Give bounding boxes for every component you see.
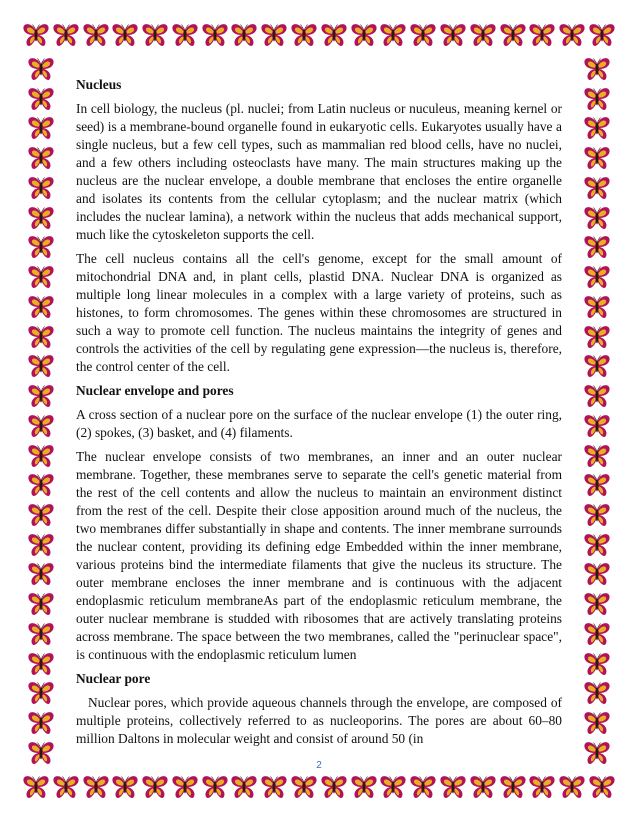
butterfly-icon bbox=[27, 115, 55, 141]
butterfly-icon bbox=[558, 774, 586, 800]
butterfly-icon bbox=[583, 621, 611, 647]
butterfly-icon bbox=[27, 710, 55, 736]
butterfly-icon bbox=[52, 22, 80, 48]
butterfly-icon bbox=[583, 205, 611, 231]
butterfly-icon bbox=[290, 774, 318, 800]
butterfly-icon bbox=[27, 502, 55, 528]
document-body bbox=[76, 76, 562, 754]
envelope-paragraph-1: A cross section of a nuclear pore on the surface of the nuclear envelope (1) the outer ring, (2) spokes, (3) basket, and (4) filaments. bbox=[76, 407, 562, 440]
butterfly-icon bbox=[379, 774, 407, 800]
butterfly-icon bbox=[230, 22, 258, 48]
butterfly-icon bbox=[27, 56, 55, 82]
butterfly-icon bbox=[27, 234, 55, 260]
page-number: 2 bbox=[316, 760, 322, 771]
butterfly-icon bbox=[52, 774, 80, 800]
butterfly-icon bbox=[379, 22, 407, 48]
pore-paragraph-1: Nuclear pores, which provide aqueous channels through the envelope, are composed of multiple proteins, collectively referred to as nucleoporins. The pores are about 60–80 million Daltons in molecular weight and consist of around 50 (in bbox=[76, 695, 562, 746]
butterfly-icon bbox=[22, 774, 50, 800]
butterfly-icon bbox=[171, 774, 199, 800]
butterfly-icon bbox=[583, 115, 611, 141]
butterfly-icon bbox=[27, 175, 55, 201]
butterfly-icon bbox=[583, 651, 611, 677]
butterfly-icon bbox=[583, 353, 611, 379]
butterfly-icon bbox=[588, 22, 616, 48]
butterfly-icon bbox=[583, 413, 611, 439]
envelope-paragraph-2: The nuclear envelope consists of two membranes, an inner and an outer nuclear membrane. Together, these membranes serve to separate the cell's genetic material from the rest of the cell contents and allow the nucleus to maintain an environment distinct from the rest of the cell. Despite their close apposition around much of the nucleus, the two membranes differ substantially in shape and contents. The inner membrane surrounds the nuclear content, providing its defining edge Embedded within the inner membrane, various proteins bind the intermediate filaments that give the nucleus its structure. The outer membrane encloses the inner membrane and is continuous with the adjacent endoplasmic reticulum membraneAs part of the endoplasmic reticulum membrane, the outer nuclear membrane is studded with ribosomes that are actively translating proteins across membrane. The space between the two membranes, called the "perinuclear space", is continuous with the endoplasmic reticulum lumen bbox=[76, 449, 562, 662]
butterfly-icon bbox=[558, 22, 586, 48]
butterfly-icon bbox=[409, 774, 437, 800]
butterfly-icon bbox=[583, 591, 611, 617]
butterfly-icon bbox=[583, 264, 611, 290]
butterfly-icon bbox=[350, 774, 378, 800]
butterfly-icon bbox=[27, 651, 55, 677]
butterfly-icon bbox=[27, 264, 55, 290]
butterfly-icon bbox=[499, 774, 527, 800]
butterfly-icon bbox=[27, 472, 55, 498]
butterfly-icon bbox=[27, 294, 55, 320]
nucleus-paragraph-2: The cell nucleus contains all the cell's genome, except for the small amount of mitochondrial DNA and, in plant cells, plastid DNA. Nuclear DNA is organized as multiple long linear molecules in a complex with a large variety of proteins, such as histones, to form chromosomes. The genes within these chromosomes are structured in such a way to promote cell function. The nucleus maintains the integrity of genes and controls the activities of the cell by regulating gene expression—the nucleus is, therefore, the control center of the cell. bbox=[76, 251, 562, 374]
butterfly-icon bbox=[27, 353, 55, 379]
section-heading-nuclear-envelope: Nuclear envelope and pores bbox=[76, 383, 234, 398]
butterfly-icon bbox=[171, 22, 199, 48]
butterfly-icon bbox=[27, 86, 55, 112]
butterfly-icon bbox=[350, 22, 378, 48]
butterfly-icon bbox=[583, 532, 611, 558]
butterfly-icon bbox=[583, 175, 611, 201]
section-heading-nucleus: Nucleus bbox=[76, 77, 122, 92]
butterfly-icon bbox=[320, 774, 348, 800]
butterfly-icon bbox=[201, 774, 229, 800]
butterfly-icon bbox=[111, 774, 139, 800]
butterfly-icon bbox=[27, 680, 55, 706]
butterfly-icon bbox=[141, 22, 169, 48]
butterfly-icon bbox=[27, 145, 55, 171]
butterfly-icon bbox=[499, 22, 527, 48]
butterfly-icon bbox=[583, 56, 611, 82]
butterfly-icon bbox=[201, 22, 229, 48]
butterfly-icon bbox=[230, 774, 258, 800]
butterfly-icon bbox=[583, 502, 611, 528]
butterfly-icon bbox=[583, 472, 611, 498]
butterfly-icon bbox=[528, 22, 556, 48]
butterfly-icon bbox=[583, 145, 611, 171]
butterfly-icon bbox=[141, 774, 169, 800]
butterfly-icon bbox=[583, 86, 611, 112]
butterfly-icon bbox=[27, 205, 55, 231]
butterfly-icon bbox=[22, 22, 50, 48]
butterfly-icon bbox=[439, 774, 467, 800]
butterfly-icon bbox=[469, 774, 497, 800]
butterfly-icon bbox=[82, 22, 110, 48]
butterfly-icon bbox=[27, 561, 55, 587]
butterfly-icon bbox=[583, 294, 611, 320]
right-butterfly-border bbox=[582, 56, 612, 766]
butterfly-icon bbox=[82, 774, 110, 800]
butterfly-icon bbox=[27, 532, 55, 558]
left-butterfly-border bbox=[26, 56, 56, 766]
butterfly-icon bbox=[583, 383, 611, 409]
section-heading-nuclear-pore: Nuclear pore bbox=[76, 671, 151, 686]
butterfly-icon bbox=[27, 591, 55, 617]
butterfly-icon bbox=[469, 22, 497, 48]
butterfly-icon bbox=[588, 774, 616, 800]
butterfly-icon bbox=[260, 774, 288, 800]
butterfly-icon bbox=[583, 680, 611, 706]
butterfly-icon bbox=[583, 710, 611, 736]
butterfly-icon bbox=[439, 22, 467, 48]
butterfly-icon bbox=[111, 22, 139, 48]
butterfly-icon bbox=[320, 22, 348, 48]
butterfly-icon bbox=[583, 324, 611, 350]
bottom-butterfly-border bbox=[22, 772, 616, 802]
butterfly-icon bbox=[290, 22, 318, 48]
nucleus-paragraph-1: In cell biology, the nucleus (pl. nuclei; from Latin nucleus or nuculeus, meaning kernel or seed) is a membrane-bound organelle found in eukaryotic cells. Eukaryotes usually have a single nucleus, but a few cell types, such as mammalian red blood cells, have no nuclei, and a few others including osteoclasts have many. The main structures making up the nucleus are the nuclear envelope, a double membrane that encloses the entire organelle and isolates its contents from the cellular cytoplasm; and the nuclear matrix (which includes the nuclear lamina), a network within the nucleus that adds mechanical support, much like the cytoskeleton supports the cell. bbox=[76, 101, 562, 242]
butterfly-icon bbox=[260, 22, 288, 48]
butterfly-icon bbox=[27, 621, 55, 647]
butterfly-icon bbox=[27, 443, 55, 469]
butterfly-icon bbox=[27, 413, 55, 439]
butterfly-icon bbox=[583, 561, 611, 587]
butterfly-icon bbox=[27, 383, 55, 409]
butterfly-icon bbox=[409, 22, 437, 48]
top-butterfly-border bbox=[22, 20, 616, 50]
butterfly-icon bbox=[583, 234, 611, 260]
butterfly-icon bbox=[583, 443, 611, 469]
butterfly-icon bbox=[27, 324, 55, 350]
butterfly-icon bbox=[528, 774, 556, 800]
